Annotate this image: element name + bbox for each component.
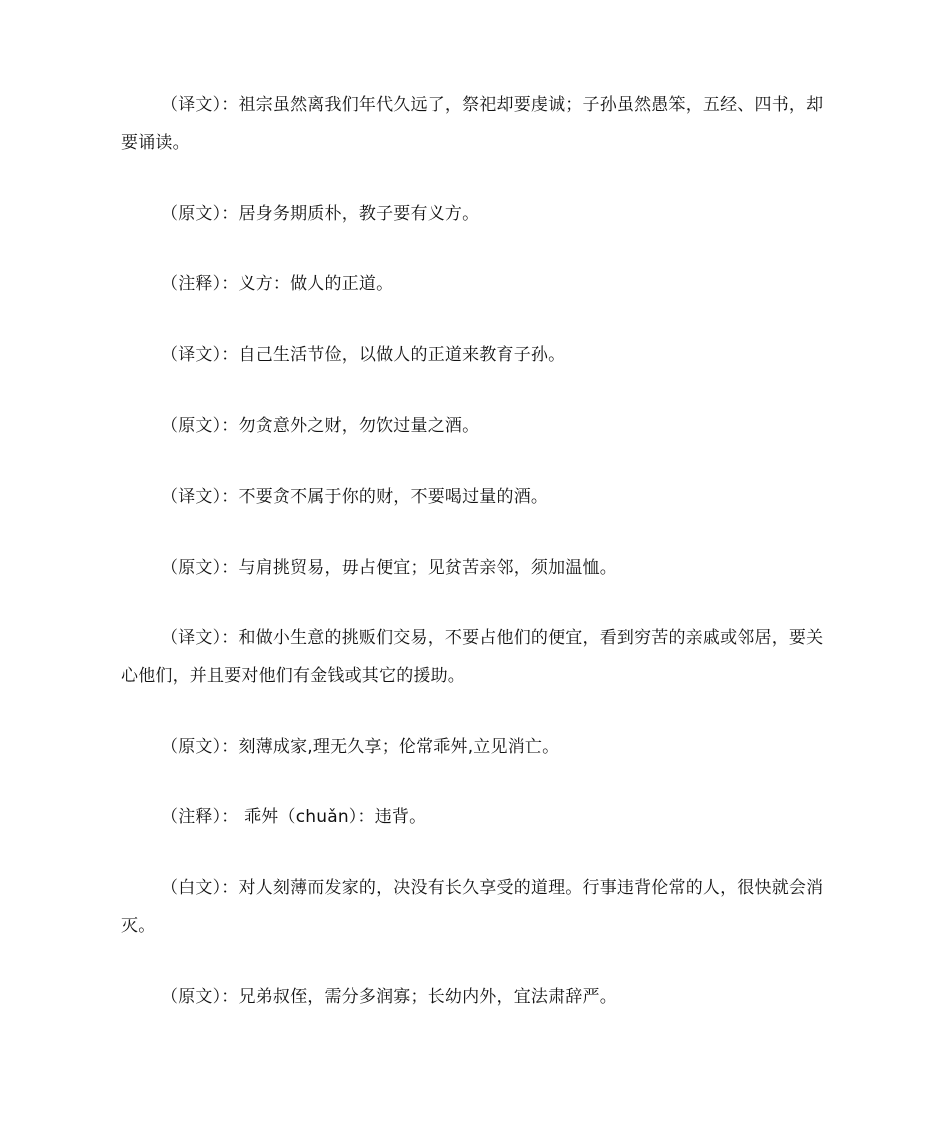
paragraph-translation-4: （译文）：和做小生意的挑贩们交易，不要占他们的便宜，看到穷苦的亲戚或邻居，要关心他们，并且要对他们有金钱或其它的援助。	[121, 628, 824, 686]
paragraph-translation-2: （译文）：自己生活节俭，以做人的正道来教育子孙。	[161, 345, 566, 365]
paragraph-original-5: （原文）：兄弟叔侄，需分多润寡；长幼内外，宜法肃辞严。	[161, 987, 617, 1007]
paragraph-translation-1: （译文）：祖宗虽然离我们年代久远了，祭祀却要虔诚；子孙虽然愚笨，五经、四书，却要诵读。	[121, 95, 824, 153]
paragraph-translation-3: （译文）：不要贪不属于你的财，不要喝过量的酒。	[161, 487, 549, 507]
paragraph-original-1: （原文）：居身务期质朴，教子要有义方。	[161, 204, 480, 224]
paragraph-note-2: （注释）： 乖舛（chuǎn）：违背。	[161, 807, 427, 827]
paragraph-plain-text-1: （白文）：对人刻薄而发家的，决没有长久享受的道理。行事违背伦常的人，很快就会消灭。	[121, 878, 824, 936]
paragraph-original-3: （原文）：与肩挑贸易，毋占便宜；见贫苦亲邻，须加温恤。	[161, 558, 617, 578]
paragraph-original-2: （原文）：勿贪意外之财，勿饮过量之酒。	[161, 416, 480, 436]
paragraph-note-1: （注释）：义方：做人的正道。	[161, 274, 394, 294]
paragraph-original-4: （原文）：刻薄成家,理无久享；伦常乖舛,立见消亡。	[161, 737, 560, 757]
